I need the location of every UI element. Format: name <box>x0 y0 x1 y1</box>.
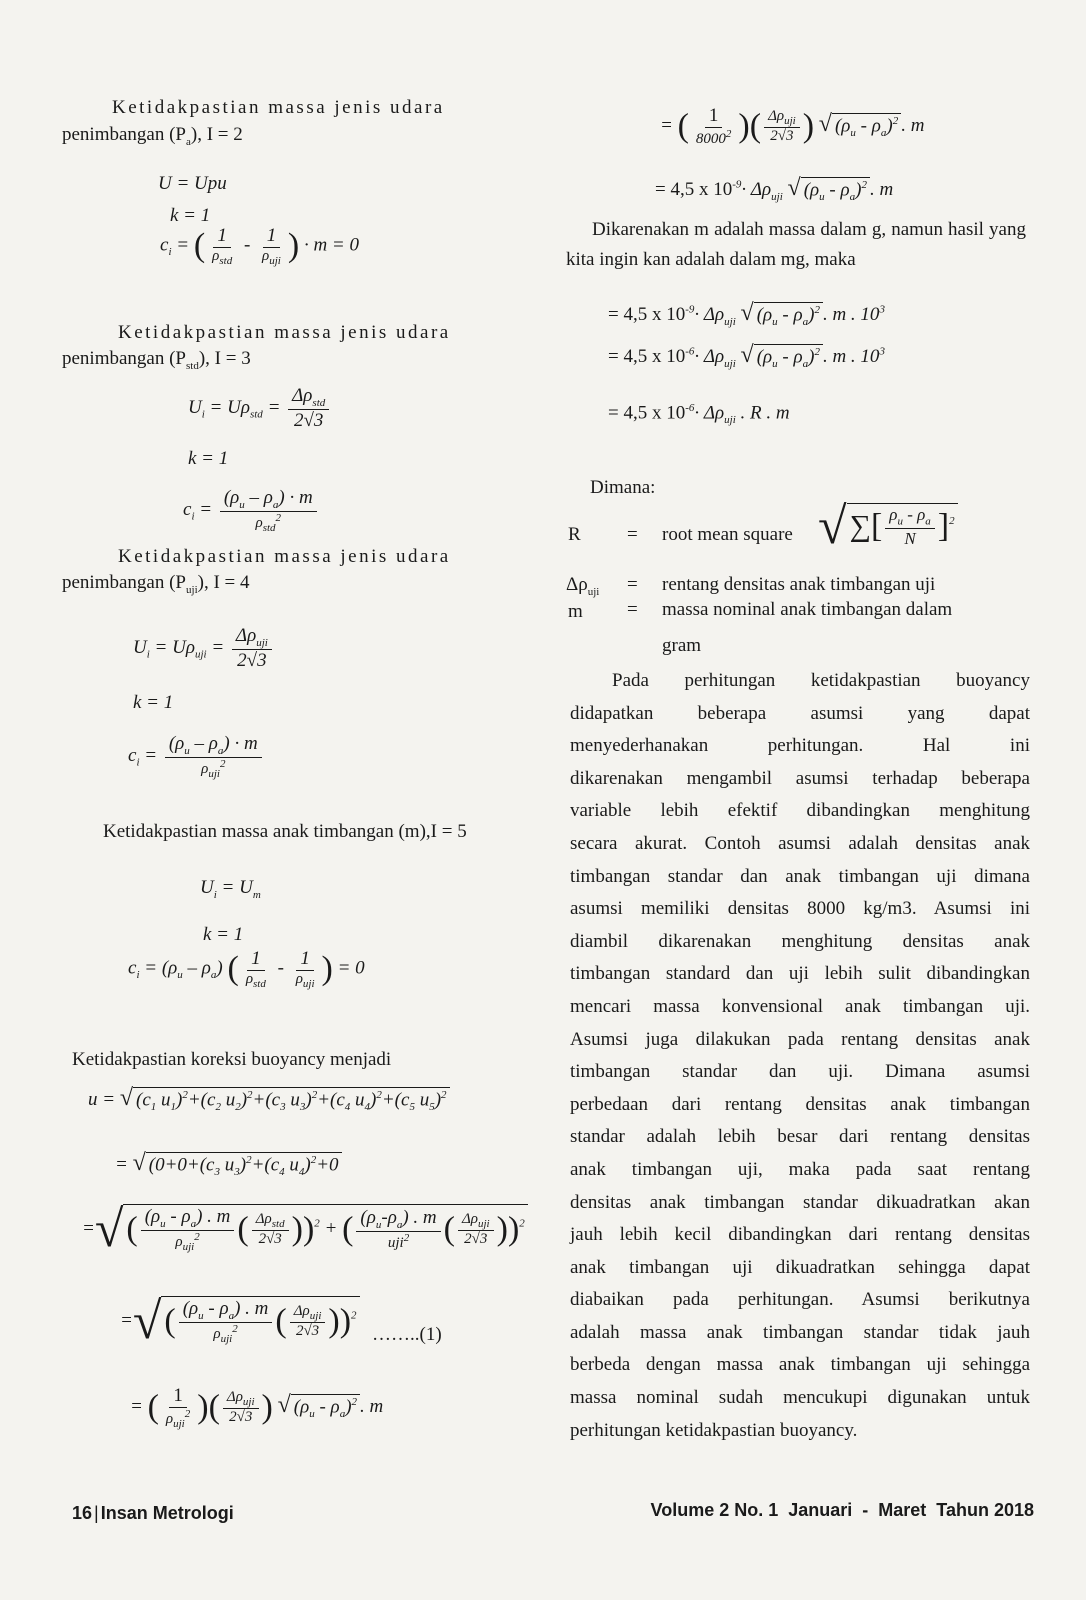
equation-k1 <box>133 692 173 714</box>
heading-sub: std <box>186 359 199 372</box>
section-heading-air-density-puji <box>118 547 451 568</box>
heading-end: ), I = 3 <box>198 348 251 369</box>
page-number: 16 <box>72 1503 93 1523</box>
issue-text: Volume 2 No. 1 Januari - Maret Tahun 2018 <box>650 1500 1034 1520</box>
paragraph-line: timbangan standar dan anak timbangan uji dimana <box>570 865 1030 887</box>
symbol: m <box>568 601 583 622</box>
equation-k1 <box>203 924 243 946</box>
def-m-text <box>662 600 952 621</box>
def-rho-equals <box>627 575 638 596</box>
equation-8000: = ( $\frac{1}{8000^2}$ )( $\frac{\Delta\rho_{uji}}{2√3}$ ) √ $(\rho_u - \rho_a)^2$ . m <box>660 105 925 147</box>
def-rho-symbol <box>566 575 599 598</box>
section-heading-line2 <box>62 573 250 596</box>
footer-page-info: 16 | Insan Metrologi <box>72 1503 234 1523</box>
eq-text: U = Upu <box>158 173 227 194</box>
def-R-symbol <box>568 525 581 546</box>
definition: rentang densitas anak timbangan uji <box>662 574 936 595</box>
equals: = <box>627 599 638 620</box>
paragraph-assumptions <box>570 665 1030 1447</box>
paragraph-line: densitas anak timbangan standar dikuadratkan akan <box>570 1191 1030 1213</box>
equation-line-c: = 4,5 x $10^{-6}\cdot \Delta\rho_{uji}$ √ $(\rho_u - \rho_a)^2$ . m . $10^3$ <box>608 342 885 370</box>
section-heading-buoyancy <box>72 1050 391 1071</box>
heading-end: ), I = 4 <box>197 572 250 593</box>
dimana-label <box>590 478 655 499</box>
exp: -6 <box>685 402 695 414</box>
eq-number-text: ……..(1) <box>372 1324 442 1345</box>
definition-cont: gram <box>662 635 702 656</box>
paragraph-line: asumsi memiliki densitas 8000 kg/m3. Asumsi ini <box>570 898 1030 920</box>
eq-tail: · m = 0 <box>303 234 359 256</box>
section-heading-mass <box>103 822 467 843</box>
equation-line-b: = 4,5 x $10^{-9}\cdot \Delta\rho_{uji}$ √ $(\rho_u - \rho_a)^2$ . m . $10^3$ <box>608 300 885 328</box>
exp3: 3 <box>879 345 885 358</box>
paragraph-line: mencari massa konvensional anak timbangan uji. <box>570 995 1030 1017</box>
definition: root mean square <box>662 524 793 545</box>
equation-ci-std: $c_i$ = $\frac{(\rho_u - \rho_a) \cdot m}{\rho_{std}^2}$ <box>183 487 320 534</box>
equation-u-reduced: = √ ($0+0+(c_3$ $u_3)^2+(c_4$ $u_4)^2+0$ <box>115 1150 342 1178</box>
def-m-equals <box>627 600 638 621</box>
paragraph-line: perhitungan ketidakpastian buoyancy. <box>570 1419 858 1441</box>
paragraph-line: berbeda dengan massa anak timbangan uji sehingga <box>570 1354 1030 1376</box>
section-heading-line2 <box>62 125 243 148</box>
paragraph-line: jauh lebih kecil dibandingkan dari rentang densitas <box>570 1224 1030 1246</box>
symbol: R <box>568 524 581 545</box>
eq-text: k = 1 <box>133 692 174 713</box>
section-heading-air-density-pstd <box>118 323 451 344</box>
paragraph-line: dikarenakan mengambil asumsi terhadap beberapa <box>570 767 1030 789</box>
heading-sub: a <box>186 135 191 148</box>
paragraph-line: menyederhanakan perhitungan. Hal ini <box>570 735 1030 757</box>
heading-text: penimbangan (P <box>62 348 187 369</box>
paragraph-line: variable lebih efektif dibandingkan menghitung <box>570 800 1030 822</box>
def-R-text <box>662 525 793 546</box>
heading-sub: uji <box>186 583 198 596</box>
paragraph-line: timbangan standard dan uji lebih sulit dibandingkan <box>570 963 1030 985</box>
equation-u-final: = ( $\frac{1}{\rho_{uji}^2}$ )( $\frac{\Delta\rho_{uji}}{2√3}$ ) √ $(\rho_u - \rho_a)^2$ . m <box>130 1385 384 1430</box>
coef: = 4,5 x 10 <box>655 179 733 200</box>
equation-ci-mass: $c_i = (\rho_u - \rho_a)$ ( $\frac{1}{\rho_{std}}$ - $\frac{1}{\rho_{uji}}$ ) = 0 <box>128 948 365 990</box>
def-rho-text <box>662 575 935 596</box>
heading-line1: Ketidakpastian massa jenis udara <box>118 546 451 567</box>
equals: = <box>627 574 638 595</box>
paragraph-line: diabaikan pada perhitungan. Asumsi berikutnya <box>570 1289 1030 1311</box>
equation-ui-um: $U_i = U_m$ <box>200 877 261 901</box>
paragraph-mg-conversion <box>566 215 1028 276</box>
heading-text: penimbangan (P <box>62 572 187 593</box>
eq-text: k = 1 <box>170 205 211 226</box>
exp: -9 <box>732 178 742 191</box>
equation-ui-upu <box>158 173 227 195</box>
label-text: Dimana: <box>590 477 656 498</box>
footer-issue <box>651 1500 1034 1521</box>
paragraph-line: adalah massa anak timbangan standar tidak jauh <box>570 1321 1030 1343</box>
coef: = 4,5 x 10 <box>608 346 686 367</box>
paragraph-line: anak timbangan uji, maka pada saat rentang <box>570 1158 1030 1180</box>
eq-text: k = 1 <box>188 448 229 469</box>
equation-ci-zero: $c_i$ = ( $\frac{1}{\rho_{std}}$ - $\frac{1}{\rho_{uji}}$ ) · m = 0 <box>160 225 359 267</box>
heading-text: Ketidakpastian koreksi buoyancy menjadi <box>72 1049 392 1070</box>
coef: = 4,5 x 10 <box>608 402 686 424</box>
eq-tail: . R . m <box>740 402 790 424</box>
section-heading-line2 <box>62 349 251 372</box>
eq-text: k = 1 <box>203 924 244 945</box>
journal-name: Insan Metrologi <box>100 1503 234 1523</box>
symbol-sub: uji <box>587 585 600 598</box>
section-heading-air-density-pa <box>112 98 445 119</box>
def-R-equals <box>627 525 638 546</box>
heading-line1: Ketidakpastian massa jenis udara <box>118 322 451 343</box>
equation-ui-upuji: $U_i = U\rho_{uji}$ = $\frac{\Delta\rho_{uji}}{2√3}$ <box>133 625 275 672</box>
paragraph-line: didapatkan beberapa asumsi yang dapat <box>570 702 1030 724</box>
heading-end: ), I = 2 <box>190 124 243 145</box>
equation-ci-uji: $c_i$ = $\frac{(\rho_u - \rho_a) \cdot m}{\rho_{uji}^2}$ <box>128 733 265 780</box>
heading-text: Ketidakpastian massa anak timbangan (m),I = 5 <box>103 821 467 842</box>
definition: massa nominal anak timbangan dalam <box>662 599 953 620</box>
def-m-text-2 <box>662 636 701 657</box>
paragraph-line: Pada perhitungan ketidakpastian buoyancy <box>612 670 1030 691</box>
heading-line1: Ketidakpastian massa jenis udara <box>112 97 445 118</box>
equation-u-simplified: =√( $\frac{(\rho_u - \rho_a) . m}{\rho_{uji}^2}$ ( $\frac{\Delta\rho_{uji}}{2√3}$ ))$^2$ <box>120 1292 360 1351</box>
def-m-symbol <box>568 602 583 623</box>
equation-u-combined: u = √ ($c_1$ $u_1)^2+(c_2$ $u_2)^2+(c_3$ $u_3)^2+(c_4$ $u_4)^2+(c_5$ $u_5)^2$ <box>88 1085 450 1113</box>
paragraph-line: Asumsi juga dilakukan pada rentang densitas anak <box>570 1028 1030 1050</box>
exp: -9 <box>685 303 695 316</box>
paragraph-line: timbangan standar dan uji. Dimana asumsi <box>570 1061 1030 1083</box>
equation-k1 <box>188 448 228 470</box>
paragraph-line: standar adalah lebih besar dari rentang densitas <box>570 1126 1030 1148</box>
symbol: Δρ <box>566 574 588 595</box>
equation-u-expanded: =√( $\frac{(\rho_u - \rho_a) . m}{\rho_{uji}^2}$ ( $\frac{\Delta\rho_{std}}{2√3}$ ))$^2$ + ( $\frac{(\rho_u-\rho_a) . m}{uji^2}$ ( $\frac{\Delta\rho_{uji}}{2√3}$ ))$^2$ <box>82 1200 528 1259</box>
equation-ui-upstd: $U_i = U\rho_{std}$ = $\frac{\Delta\rho_{std}}{2√3}$ <box>188 385 332 432</box>
equation-line-d: = 4,5 x $10^{-6}\cdot \Delta\rho_{uji}$ . R . m <box>608 402 790 427</box>
paragraph-line: perbedaan dari rentang densitas anak timbangan <box>570 1093 1030 1115</box>
paragraph-line: anak timbangan uji dikuadratkan sehingga dapat <box>570 1256 1030 1278</box>
heading-text: penimbangan (P <box>62 124 187 145</box>
equation-number <box>372 1325 442 1346</box>
equation-k1 <box>170 205 210 227</box>
equals: = <box>627 524 638 545</box>
equation-rms: √ ∑[ $\frac{\rho_u - \rho_a}{N}$ ]$^2$ <box>818 497 958 556</box>
paragraph-text: Dikarenakan m adalah massa dalam g, namun hasil yang kita ingin kan adalah dalam mg, maka <box>566 219 1026 271</box>
eq-tail: = 0 <box>337 957 365 979</box>
paragraph-line: secara akurat. Contoh asumsi adalah densitas anak <box>570 832 1030 854</box>
paragraph-line: diambil dikarenakan menghitung densitas anak <box>570 930 1030 952</box>
coef: = 4,5 x 10 <box>608 304 686 325</box>
exp: -6 <box>685 345 695 358</box>
paragraph-line: massa nominal sudah mencukupi digunakan untuk <box>570 1387 1030 1409</box>
equation-45e-9: = 4,5 x $10^{-9}\cdot \Delta\rho_{uji}$ √ $(\rho_u - \rho_a)^2$ . m <box>655 175 894 203</box>
exp3: 3 <box>879 303 885 316</box>
